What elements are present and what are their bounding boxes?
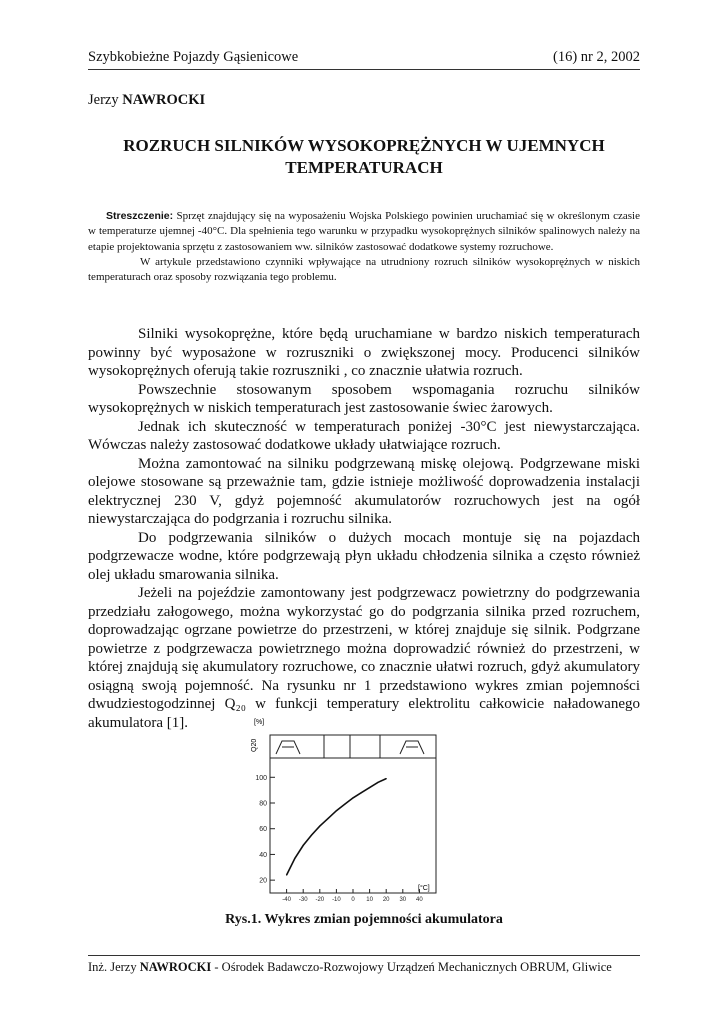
data-point bbox=[286, 874, 287, 875]
data-point bbox=[319, 826, 320, 827]
plot-frame bbox=[270, 735, 436, 893]
body-paragraph-5: Do podgrzewania silników o dużych mocach montuje się na pojazdach podgrzewacze wodne, które podgrzewają płyn układu chłodzenia silnika a często również olej układu smarowania silnika. bbox=[88, 529, 640, 583]
issue-number: (16) nr 2, 2002 bbox=[553, 49, 640, 65]
data-point bbox=[352, 797, 353, 798]
x-tick-label: -10 bbox=[332, 897, 341, 903]
abstract-paragraph-2: W artykule przedstawiono czynniki wpływające na utrudniony rozruch silników wysokoprężnych w niskich temperaturach oraz sposoby rozwiązania tego problemu. bbox=[88, 255, 640, 284]
y-tick-label: 60 bbox=[259, 826, 267, 834]
abstract-paragraph-1 bbox=[88, 209, 640, 255]
journal-name: Szybkobieżne Pojazdy Gąsienicowe bbox=[88, 49, 299, 65]
author-last-name: NAWROCKI bbox=[122, 92, 206, 108]
data-point bbox=[369, 787, 370, 788]
body-paragraph-4: Można zamontować na silniku podgrzewaną miskę olejową. Podgrzewane miski olejowe stosowane są przeważnie tam, gdzie istnieje możliwość doprowadzenia instalacji elektrycznej 230 V, gdyż pojemność akumulatorów rozruchowych jest na ogół niewystarczająca do podgrzania i rozruchu silnika. bbox=[88, 455, 640, 527]
footer bbox=[88, 960, 612, 975]
header-rule bbox=[88, 69, 640, 70]
data-point bbox=[386, 778, 387, 779]
y-tick-label: 20 bbox=[259, 877, 267, 885]
y-tick-label: 80 bbox=[259, 800, 267, 808]
abstract bbox=[88, 209, 640, 285]
abstract-label: Streszczenie: bbox=[106, 210, 174, 222]
data-point bbox=[303, 845, 304, 846]
x-tick-label: 20 bbox=[382, 897, 390, 903]
body-paragraph-1: Silniki wysokoprężne, które będą uruchamiane w bardzo niskich temperaturach powinny być wyposażone w rozruszniki o zwiększonej mocy. Producenci silników wysokoprężnych oferują takie rozruszniki , co znacznie ułatwia rozruch. bbox=[88, 326, 640, 379]
body-paragraph-6: Jeżeli na pojeździe zamontowany jest podgrzewacz powietrzny do podgrzewania przedziału załogowego, można wykorzystać go do podgrzania silnika przed rozruchem, doprowadzając ogrzane powietrze do przestrzeni, w której znajduje się silnik. Podgrzane powietrze z podgrzewacza powietrznego można doprowadzić również do przestrzeni, w której znajdują się akumulatory rozruchowe, co znacznie ułatwi rozruch, gdyż akumulatory osiągną swoją pojemność. Na rysunku nr 1 przedstawiono wykres zmian pojemności dwudziestogodzinnej Q₂₀ w funkcji temperatury elektrolitu całkowicie naładowanego akumulatora [1]. bbox=[88, 585, 640, 731]
body-paragraph-2: Powszechnie stosowanym sposobem wspomagania rozruchu silników wysokoprężnych w niskich temperaturach jest zastosowanie świec żarowych. bbox=[88, 381, 640, 416]
y-symbol-label: Q20 bbox=[251, 738, 258, 752]
data-point bbox=[344, 804, 345, 805]
x-tick-label: -20 bbox=[315, 897, 325, 903]
body-paragraph-3: Jednak ich skuteczność w temperaturach poniżej -30°C jest niewystarczająca. Wówczas należy zastosować dodatkowe układy ułatwiające rozruch. bbox=[88, 418, 640, 453]
data-point bbox=[311, 835, 312, 836]
footer-prefix: Inż. Jerzy bbox=[88, 960, 140, 974]
capacity-chart bbox=[240, 710, 450, 905]
y-tick-label: 100 bbox=[255, 774, 267, 782]
author-first-name: Jerzy bbox=[88, 92, 123, 108]
x-unit-label: [°C] bbox=[418, 885, 430, 892]
figure-caption: Rys.1. Wykres zmian pojemności akumulatora bbox=[225, 912, 503, 927]
series-line bbox=[287, 779, 387, 875]
paper-title: ROZRUCH SILNIKÓW WYSOKOPRĘŻNYCH W UJEMNYCH TEMPERATURACH bbox=[123, 136, 605, 177]
footer-affiliation: - Ośrodek Badawczo-Rozwojowy Urządzeń Mechanicznych OBRUM, Gliwice bbox=[211, 960, 612, 974]
y-unit-label: [%] bbox=[254, 719, 265, 726]
author bbox=[88, 92, 205, 109]
data-point bbox=[294, 858, 295, 859]
x-tick-label: 30 bbox=[399, 897, 407, 903]
footer-name: NAWROCKI bbox=[139, 960, 212, 974]
x-tick-label: 0 bbox=[351, 897, 355, 903]
data-point bbox=[328, 818, 329, 819]
x-tick-label: 10 bbox=[366, 897, 373, 903]
y-tick-label: 40 bbox=[259, 851, 267, 859]
data-point bbox=[377, 782, 378, 783]
footer-rule bbox=[88, 955, 640, 956]
x-tick-label: 40 bbox=[416, 897, 423, 903]
data-point bbox=[361, 792, 362, 793]
body-text bbox=[88, 325, 640, 732]
abstract-text-1: Sprzęt znajdujący się na wyposażeniu Wojska Polskiego powinien uruchamiać się w określonym czasie w temperaturze ujemnej -40°C. Dla spełnienia tego warunku w przypadku wysokoprężnych silników spalinowych należy na etapie projektowania sprzętu z zastosowaniem ww. silników zastosować dodatkowe systemy rozruchowe. bbox=[88, 210, 640, 253]
data-point bbox=[336, 810, 337, 811]
x-tick-label: -40 bbox=[282, 897, 291, 903]
x-tick-label: -30 bbox=[298, 897, 308, 903]
